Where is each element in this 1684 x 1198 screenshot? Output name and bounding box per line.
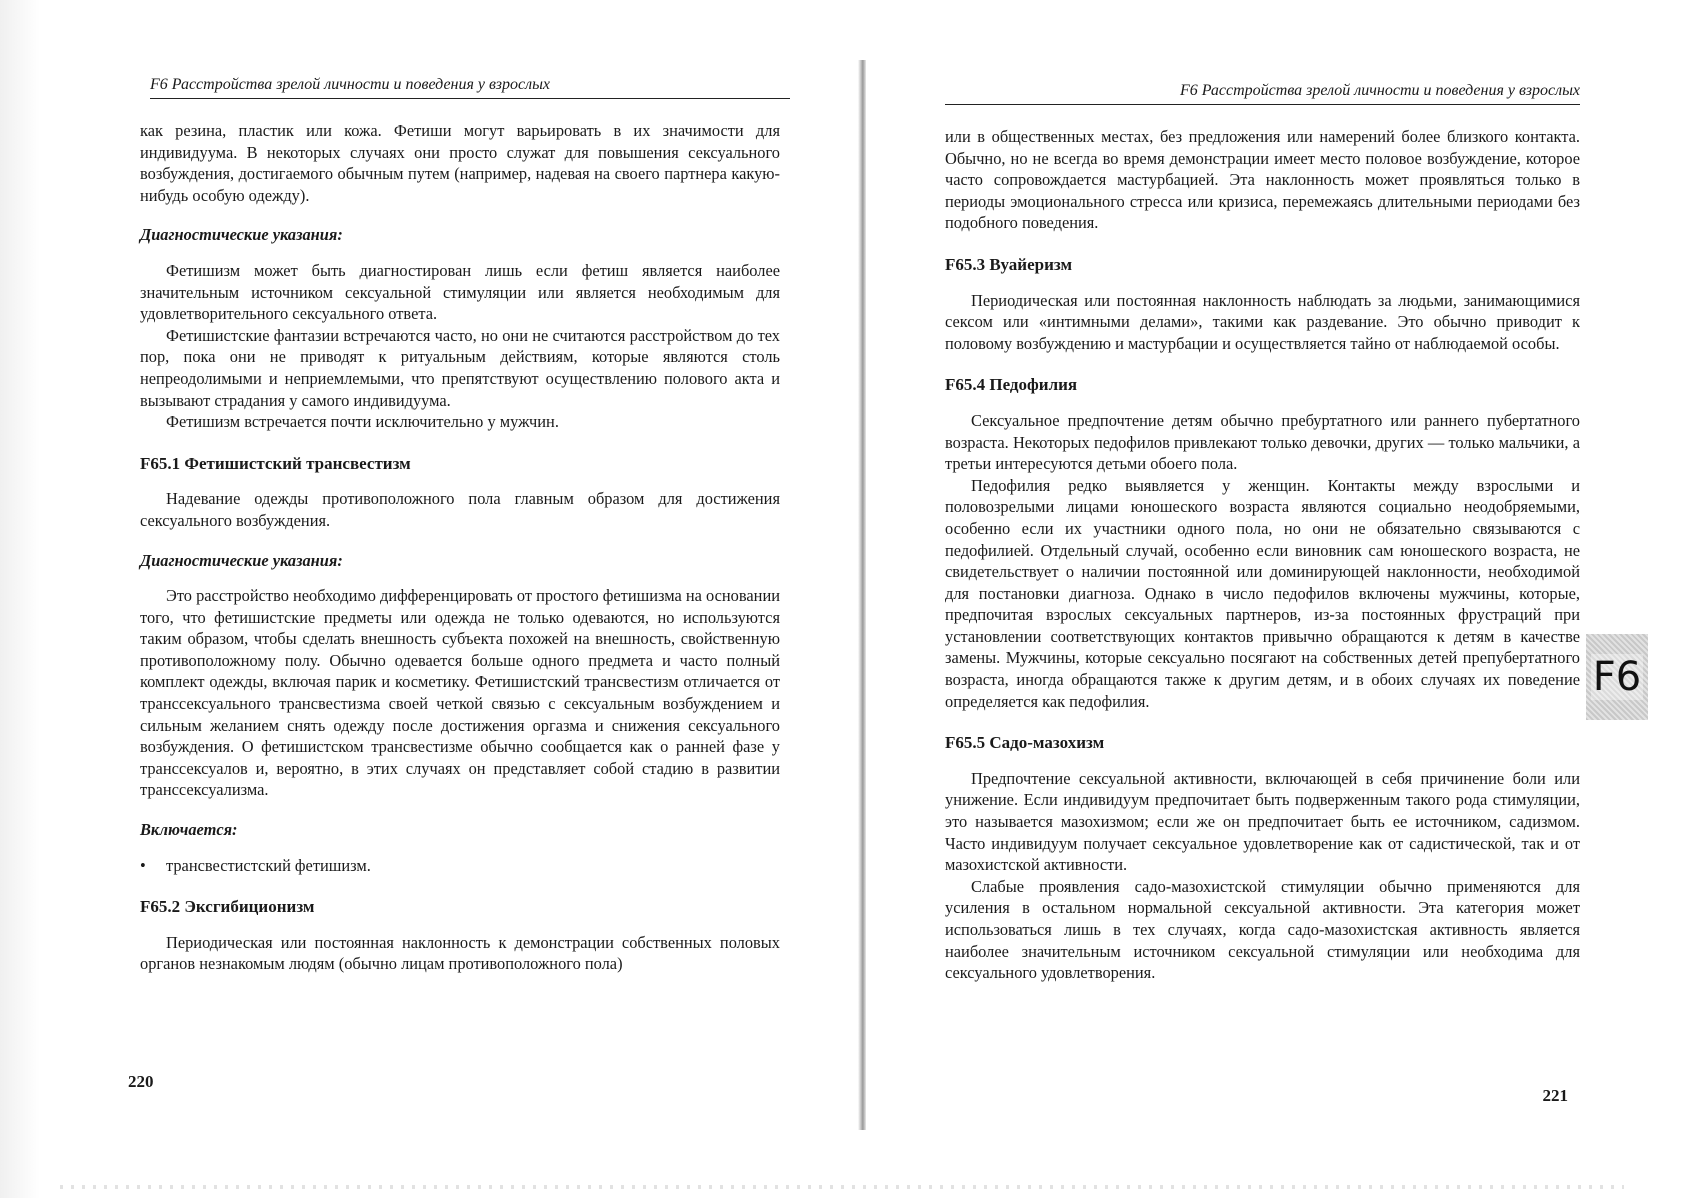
subheading-diagnostic: Диагностические указания: bbox=[140, 225, 343, 245]
section-heading-f65-2: F65.2 Эксгибиционизм bbox=[140, 897, 315, 917]
paragraph: Педофилия редко выявляется у женщин. Контакты между взрослыми и половозрелыми лицами юношеского возраста являются социально неодобряемыми, особенно если их участники одного пола, но они не обязательно связываются с педофилией. Отдельный случай, особенно если виновник сам юношеского возраста, не свидетельствует о наличии постоянной или доминирующей наклонности, необходимой для постановки диагноза. Однако в число педофилов включены мужчины, которые, предпочитая взрослых сексуальных партнеров, из-за постоянных фрустраций при установлении соответствующих контактов привычно обращаются к детям в качестве замены. Мужчины, которые сексуально посягают на собственных детей препубертатного возраста, иногда обращаются также к другим детям, и в обоих случаях их поведение определяется как педофилия. bbox=[945, 475, 1580, 711]
paragraph: Фетишизм может быть диагностирован лишь если фетиш является наиболее значительным источником сексуальной стимуляции или является необходимым для удовлетворительного сексуального ответа. bbox=[140, 260, 780, 324]
right-page bbox=[945, 0, 1580, 1198]
paragraph: Это расстройство необходимо дифференцировать от простого фетишизма на основании того, что фетишистские предметы или одежда не только одеваются, но используются таким образом, чтобы сделать внешность субъекта похожей на внешность, свойственную противоположному полу. Обычно одевается больше одного предмета и часто полный комплект одежды, включая парик и косметику. Фетишистский трансвестизм отличается от транссексуального трансвестизма своей четкой связью с сексуальным возбуждением и сильным желанием снять одежду после достижения оргазма и снижения сексуального возбуждения. О фетишистском трансвестизме обычно сообщается как о ранней фазе у транссексуалов и, вероятно, в этих случаях он представляет собой стадию в развитии транссексуализма. bbox=[140, 586, 780, 800]
paragraph: Периодическая или постоянная наклонность к демонстрации собственных половых органов незнакомым людям (обычно лицам противоположного пола) bbox=[140, 932, 780, 974]
subheading-includes: Включается: bbox=[140, 820, 238, 840]
left-page bbox=[130, 0, 780, 1198]
book-gutter bbox=[858, 60, 866, 1130]
section-heading-f65-4: F65.4 Педофилия bbox=[945, 375, 1078, 395]
chapter-tab-label: F6 bbox=[1592, 654, 1642, 700]
left-page-body bbox=[140, 120, 780, 975]
list-item bbox=[140, 855, 780, 877]
section-heading-f65-5: F65.5 Садо-мазохизм bbox=[945, 733, 1105, 753]
paragraph: Предпочтение сексуальной активности, включающей в себя причинение боли или унижение. Если индивидуум предпочитает быть подверженным такого рода стимуляции, это называется мазохизмом; если же он предпочитает быть ее источником, садизмом. Часто индивидуум получает сексуальное удовлетворение как от садистической, так и от мазохистской активности. bbox=[945, 768, 1580, 875]
includes-list bbox=[140, 855, 780, 877]
paragraph: Надевание одежды противоположного пола главным образом для достижения сексуального возбуждения. bbox=[140, 489, 780, 530]
subheading-diagnostic: Диагностические указания: bbox=[140, 550, 343, 570]
list-item-text: трансвестистский фетишизм. bbox=[166, 855, 371, 875]
scan-edge bbox=[0, 0, 40, 1198]
paragraph: Слабые проявления садо-мазохистской стимуляции обычно применяются для усиления в остальном нормальной сексуальной активности. Эта категория может использоваться лишь в тех случаях, когда садо-мазохистская активность является наиболее значительным источником сексуальной стимуляции или необходима для сексуального удовлетворения. bbox=[945, 876, 1580, 983]
running-head-right: F6 Расстройства зрелой личности и поведения у взрослых bbox=[945, 82, 1580, 105]
running-head-left: F6 Расстройства зрелой личности и поведения у взрослых bbox=[150, 76, 790, 99]
page-number-right: 221 bbox=[1542, 1086, 1568, 1105]
bullet-icon: • bbox=[140, 855, 146, 875]
section-heading-f65-3: F65.3 Вуайеризм bbox=[945, 254, 1073, 274]
paragraph: Фетишизм встречается почти исключительно у мужчин. bbox=[166, 412, 559, 432]
scan-noise bbox=[60, 1185, 1624, 1189]
paragraph: Периодическая или постоянная наклонность наблюдать за людьми, занимающимися сексом или «интимными делами», такими как раздевание. Это обычно приводит к половому возбуждению и мастурбации и осуществляется тайно от наблюдаемой особы. bbox=[945, 290, 1580, 353]
paragraph: Сексуальное предпочтение детям обычно пребуртатного или раннего пубертатного возраста. Некоторых педофилов привлекают только девочки, других — только мальчики, а третьи интересуются детьми обоего пола. bbox=[945, 410, 1580, 474]
paragraph: Фетишистские фантазии встречаются часто, но они не считаются расстройством до тех пор, пока они не приводят к ритуальным действиям, которые являются столь непреодолимыми и неприемлемыми, что препятствуют осуществлению полового акта и вызывают страдания у самого индивидуума. bbox=[140, 325, 780, 410]
right-page-body bbox=[945, 126, 1580, 984]
paragraph: или в общественных местах, без предложения или намерений более близкого контакта. Обычно, но не всегда во время демонстрации имеет место половое возбуждение, которое часто сопровождается мастурбацией. Эта наклонность может проявляться только в периоды эмоционального стресса или кризиса, перемежаясь длительными периодами без подобного поведения. bbox=[945, 127, 1580, 233]
paragraph: как резина, пластик или кожа. Фетиши могут варьировать в их значимости для индивидуума. В некоторых случаях они просто служат для повышения сексуального возбуждения, достигаемого обычным путем (например, надевая на своего партнера какую-нибудь особую одежду). bbox=[140, 121, 780, 205]
chapter-thumb-tab bbox=[1586, 634, 1648, 720]
page-number-left: 220 bbox=[128, 1072, 154, 1091]
section-heading-f65-1: F65.1 Фетишистский трансвестизм bbox=[140, 453, 411, 473]
